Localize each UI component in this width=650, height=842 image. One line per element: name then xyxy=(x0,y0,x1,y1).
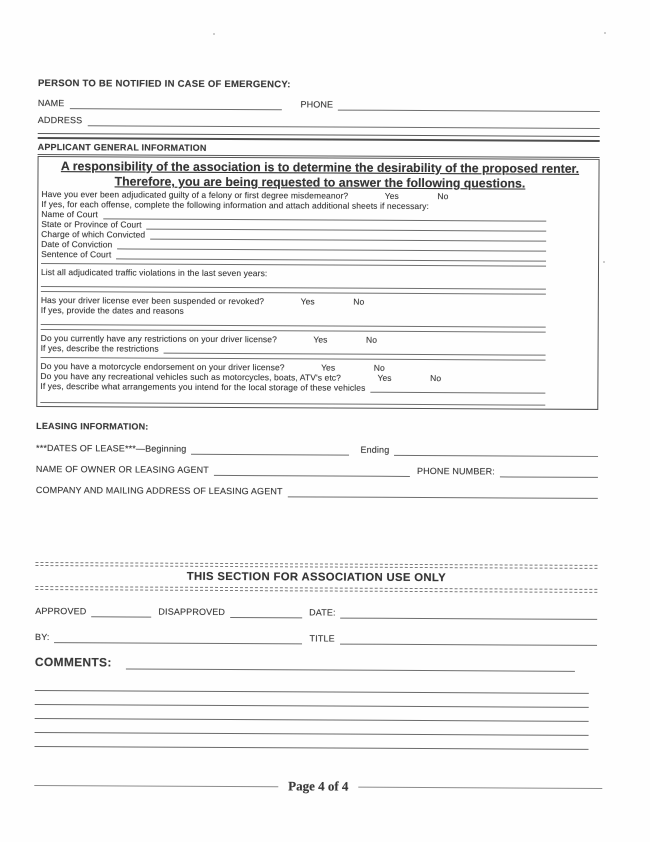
owner-agent-line xyxy=(214,465,410,477)
approved-label: APPROVED xyxy=(35,605,87,617)
lease-ending-label: Ending xyxy=(360,444,390,455)
date-label: DATE: xyxy=(309,607,336,618)
leasing-section-title: LEASING INFORMATION: xyxy=(36,420,149,432)
dates-of-lease-label: ***DATES OF LEASE***—Beginning xyxy=(36,442,187,454)
motorcycle-no-option: No xyxy=(373,362,385,373)
disapproved-line xyxy=(230,607,302,618)
question-separator xyxy=(41,329,546,333)
comments-row xyxy=(35,655,597,672)
applicant-section-title: APPLICANT GENERAL INFORMATION xyxy=(38,142,600,158)
suspended-no-option: No xyxy=(353,296,365,307)
name-phone-row xyxy=(38,98,600,112)
recreational-no-option: No xyxy=(430,373,442,384)
signature-row xyxy=(35,632,597,646)
motorcycle-question: Do you have a motorcycle endorsement on your driver license? Yes No xyxy=(40,361,385,373)
notice-line-2: Therefore, you are being requested to answer the following questions. xyxy=(114,174,526,191)
address-row xyxy=(38,115,600,129)
recreational-yes-option: Yes xyxy=(377,372,392,383)
court-field-label: Date of Conviction xyxy=(41,239,113,250)
question-separator xyxy=(41,357,546,361)
recreational-answer-line-2 xyxy=(40,393,545,406)
section-divider-rule xyxy=(38,133,600,142)
suspended-followup: If yes, provide the dates and reasons xyxy=(40,305,184,316)
title-line xyxy=(340,634,597,646)
traffic-question: List all adjudicated traffic violations in the last seven years: xyxy=(40,267,268,279)
disapproved-label: DISAPPROVED xyxy=(158,606,226,617)
notice-line-1: A responsibility of the association is to determine the desirability of the proposed renter. xyxy=(60,159,580,176)
equals-divider-top xyxy=(35,562,597,569)
footer-rule-left xyxy=(34,784,278,786)
court-field-row xyxy=(41,249,546,262)
applicant-questions-box xyxy=(36,156,599,410)
name-label: NAME xyxy=(37,97,65,109)
felony-question: Have you ever been adjudicated guilty of a felony or first degree misdemeanor? Yes No xyxy=(41,189,449,202)
company-address-line xyxy=(288,486,598,499)
owner-agent-row xyxy=(36,464,598,478)
lease-ending-line xyxy=(394,445,598,457)
recreational-followup-row xyxy=(40,381,545,394)
recreational-answer-line xyxy=(370,383,545,394)
scan-artifact xyxy=(603,261,605,263)
address-field-line xyxy=(87,115,599,129)
date-line xyxy=(341,608,598,620)
owner-agent-label: NAME OF OWNER OR LEASING AGENT xyxy=(35,463,210,475)
motorcycle-yes-option: Yes xyxy=(321,362,336,373)
title-label: TITLE xyxy=(309,633,335,644)
footer-rule-right xyxy=(358,786,602,788)
company-address-row xyxy=(36,485,598,499)
comments-line xyxy=(126,656,575,671)
court-field-line xyxy=(116,249,546,261)
felony-yes-option: Yes xyxy=(384,190,399,201)
court-field-label: Sentence of Court xyxy=(41,249,112,260)
suspended-yes-option: Yes xyxy=(300,296,315,307)
phone-number-line xyxy=(500,466,598,478)
by-line xyxy=(55,632,303,644)
scan-artifact xyxy=(604,32,606,34)
association-banner: THIS SECTION FOR ASSOCIATION USE ONLY xyxy=(186,570,447,585)
phone-field-line xyxy=(338,100,600,112)
question-separator xyxy=(41,263,546,267)
court-field-label: Charge of which Convicted xyxy=(41,229,146,240)
name-field-line xyxy=(69,98,281,110)
form-content xyxy=(34,78,600,796)
recreational-question: Do you have any recreational vehicles such as motorcycles, boats, ATV's etc? Yes No xyxy=(40,371,442,384)
restrictions-followup: If yes, describe the restrictions xyxy=(40,343,159,354)
by-label: BY: xyxy=(35,631,50,643)
recreational-followup: If yes, describe what arrangements you intend for the local storage of these vehicles xyxy=(40,381,366,393)
comments-label: COMMENTS: xyxy=(34,654,112,670)
phone-number-label: PHONE NUMBER: xyxy=(416,465,495,477)
restrictions-yes-option: Yes xyxy=(313,334,328,345)
restrictions-no-option: No xyxy=(365,334,378,345)
restrictions-answer-line xyxy=(164,344,546,356)
page-footer xyxy=(34,777,602,796)
scan-artifact xyxy=(213,33,215,35)
association-notice xyxy=(41,159,598,192)
association-section xyxy=(35,562,597,593)
phone-label: PHONE xyxy=(300,99,334,110)
lease-beginning-line xyxy=(191,444,349,456)
approval-row xyxy=(35,606,597,620)
felony-no-option: No xyxy=(437,191,449,202)
comments-blank-line xyxy=(34,734,588,750)
felony-instruction: If yes, for each offense, complete the following information and attach additional sheets if necessary: xyxy=(41,199,430,212)
restrictions-followup-row xyxy=(41,343,546,356)
emergency-section-title: PERSON TO BE NOTIFIED IN CASE OF EMERGENCY: xyxy=(37,78,291,91)
page-number: Page 4 of 4 xyxy=(288,778,349,794)
traffic-answer-line xyxy=(41,277,546,290)
address-label: ADDRESS xyxy=(37,114,83,126)
question-separator xyxy=(41,291,546,295)
restrictions-question: Do you currently have any restrictions on your driver license? Yes No xyxy=(40,333,378,345)
equals-divider-bottom xyxy=(35,586,597,593)
approved-line xyxy=(91,606,151,617)
company-address-label: COMPANY AND MAILING ADDRESS OF LEASING AGENT xyxy=(35,484,283,497)
suspended-question: Has your driver license ever been suspended or revoked? Yes No xyxy=(40,295,365,307)
court-field-label: State or Province of Court xyxy=(41,219,142,230)
suspended-answer-line xyxy=(41,315,546,328)
court-field-label: Name of Court xyxy=(41,209,98,220)
lease-dates-row xyxy=(36,443,598,457)
